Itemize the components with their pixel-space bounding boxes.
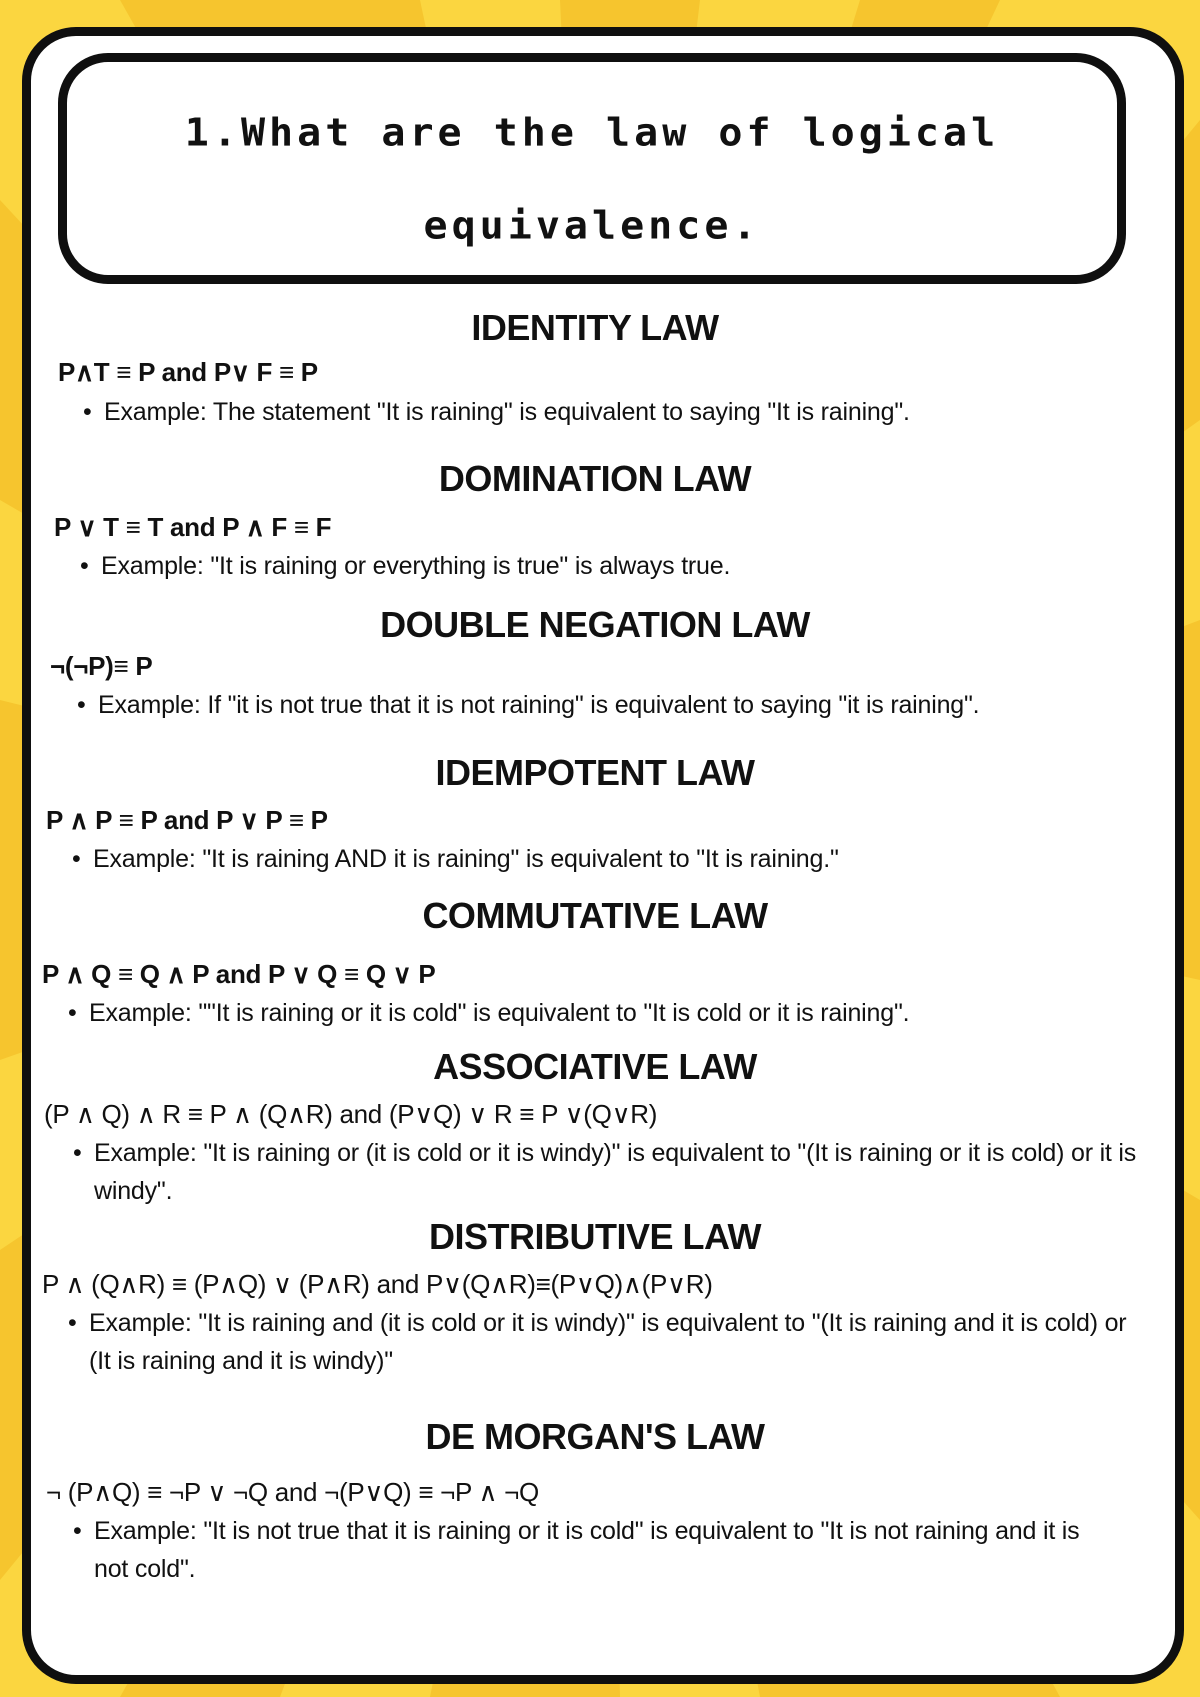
- bullet-icon: •: [68, 999, 77, 1027]
- commutative-law-example-text: Example: ""It is raining or it is cold" is equivalent to "It is cold or it is raining".: [89, 999, 910, 1027]
- de-morgans-law-formula: ¬ (P∧Q) ≡ ¬P ∨ ¬Q and ¬(P∨Q) ≡ ¬P ∧ ¬Q: [46, 1477, 539, 1507]
- idempotent-law-example: [72, 840, 1153, 878]
- domination-law-example: [80, 547, 1161, 585]
- associative-law-example-text: Example: "It is raining or (it is cold or it is windy)" is equivalent to "(It is raining or it is cold) or it is windy".: [94, 1139, 1137, 1205]
- domination-law-heading: DOMINATION LAW: [438, 458, 752, 499]
- associative-law-formula: (P ∧ Q) ∧ R ≡ P ∧ (Q∧R) and (P∨Q) ∨ R ≡ P ∨(Q∨R): [44, 1099, 658, 1129]
- distributive-law-heading: DISTRIBUTIVE LAW: [429, 1216, 761, 1257]
- commutative-law-formula: P ∧ Q ≡ Q ∧ P and P ∨ Q ≡ Q ∨ P: [42, 959, 436, 989]
- identity-law-heading: IDENTITY LAW: [471, 307, 719, 348]
- commutative-law-example: [68, 994, 1149, 1032]
- bullet-icon: •: [77, 691, 86, 719]
- double-negation-law-formula: ¬(¬P)≡ P: [50, 651, 153, 681]
- de-morgans-law-example-text: Example: "It is not true that it is raining or it is cold" is equivalent to "It is not raining and it is not cold".: [94, 1517, 1080, 1583]
- double-negation-law-example-text: Example: If "it is not true that it is not raining" is equivalent to saying "it is raining".: [98, 691, 980, 719]
- distributive-law-formula: P ∧ (Q∧R) ≡ (P∧Q) ∨ (P∧R) and P∨(Q∧R)≡(P∨Q)∧(P∨R): [42, 1269, 713, 1299]
- bullet-icon: •: [83, 398, 92, 426]
- domination-law-example-text: Example: "It is raining or everything is true" is always true.: [101, 552, 731, 580]
- bullet-icon: •: [72, 845, 81, 873]
- commutative-law-heading: COMMUTATIVE LAW: [422, 895, 768, 936]
- idempotent-law-heading: IDEMPOTENT LAW: [435, 752, 755, 793]
- distributive-law-example-text: Example: "It is raining and (it is cold or it is windy)" is equivalent to "(It is raining and it is cold) or (It is raining and it is windy)": [89, 1309, 1127, 1375]
- associative-law-heading: ASSOCIATIVE LAW: [433, 1046, 757, 1087]
- domination-law-formula: P ∨ T ≡ T and P ∧ F ≡ F: [54, 512, 332, 542]
- bullet-icon: •: [73, 1139, 82, 1167]
- identity-law-example-text: Example: The statement "It is raining" is equivalent to saying "It is raining".: [104, 398, 910, 426]
- distributive-law-example: [68, 1304, 1149, 1380]
- bullet-icon: •: [80, 552, 89, 580]
- title-box: [58, 53, 1126, 284]
- identity-law-formula: P∧T ≡ P and P∨ F ≡ P: [58, 357, 318, 387]
- page-title-line-1: 1.What are the law of logical: [184, 111, 1000, 155]
- idempotent-law-formula: P ∧ P ≡ P and P ∨ P ≡ P: [46, 805, 328, 835]
- double-negation-law-example: [77, 686, 1083, 724]
- double-negation-law-heading: DOUBLE NEGATION LAW: [380, 604, 810, 645]
- associative-law-example: [73, 1134, 1169, 1210]
- bullet-icon: •: [68, 1309, 77, 1337]
- idempotent-law-example-text: Example: "It is raining AND it is raining" is equivalent to "It is raining.": [93, 845, 839, 873]
- page-title-line-2: equivalence.: [423, 204, 761, 248]
- de-morgans-law-example: [73, 1512, 1104, 1588]
- de-morgans-law-heading: DE MORGAN'S LAW: [425, 1416, 765, 1457]
- bullet-icon: •: [73, 1517, 82, 1545]
- identity-law-example: [83, 393, 1164, 431]
